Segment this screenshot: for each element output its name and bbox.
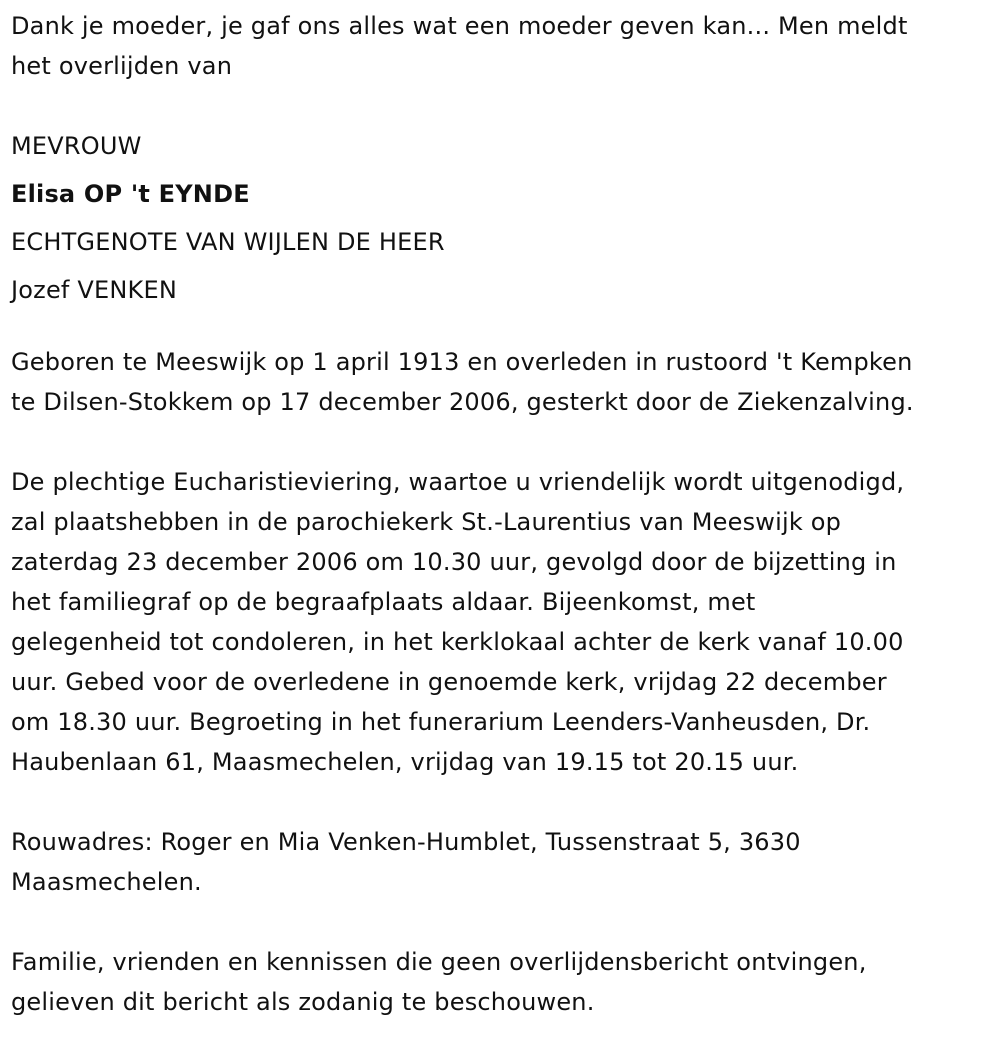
service-line: De plechtige Eucharistieviering, waartoe u vriendelijk wordt uitgenodigd, (11, 468, 905, 496)
closing-line: Familie, vrienden en kennissen die geen overlijdensbericht ontvingen, (11, 948, 867, 976)
birth-paragraph (11, 342, 996, 422)
service-line: zal plaatshebben in de parochiekerk St.-Laurentius van Meeswijk op (11, 508, 842, 536)
spacer (11, 318, 996, 342)
service-line: het familiegraf op de begraafplaats aldaar. Bijeenkomst, met (11, 588, 756, 616)
deceased-name: Elisa OP 't EYNDE (11, 180, 250, 208)
relationship-label: ECHTGENOTE VAN WIJLEN DE HEER (11, 228, 445, 256)
service-paragraph (11, 462, 996, 782)
spacer (11, 902, 996, 942)
service-line: gelegenheid tot condoleren, in het kerklokaal achter de kerk vanaf 10.00 (11, 628, 904, 656)
spacer (11, 782, 996, 822)
birth-line: Geboren te Meeswijk op 1 april 1913 en overleden in rustoord 't Kempken (11, 348, 913, 376)
address-paragraph (11, 822, 996, 902)
intro-line: het overlijden van (11, 52, 233, 80)
spouse-name: Jozef VENKEN (11, 276, 177, 304)
address-line: Maasmechelen. (11, 868, 202, 896)
service-line: om 18.30 uur. Begroeting in het funerarium Leenders-Vanheusden, Dr. (11, 708, 871, 736)
address-line: Rouwadres: Roger en Mia Venken-Humblet, Tussenstraat 5, 3630 (11, 828, 801, 856)
name-block (11, 126, 996, 310)
service-line: zaterdag 23 december 2006 om 10.30 uur, gevolgd door de bijzetting in (11, 548, 897, 576)
birth-line: te Dilsen-Stokkem op 17 december 2006, gesterkt door de Ziekenzalving. (11, 388, 914, 416)
service-line: Haubenlaan 61, Maasmechelen, vrijdag van 19.15 tot 20.15 uur. (11, 748, 799, 776)
closing-line: gelieven dit bericht als zodanig te beschouwen. (11, 988, 595, 1016)
spacer (11, 86, 996, 126)
service-line: uur. Gebed voor de overledene in genoemde kerk, vrijdag 22 december (11, 668, 887, 696)
intro-line: Dank je moeder, je gaf ons alles wat een moeder geven kan... Men meldt (11, 12, 908, 40)
intro-paragraph (11, 6, 996, 86)
death-notice (11, 6, 996, 1022)
spacer (11, 422, 996, 462)
closing-paragraph (11, 942, 996, 1022)
title-label: MEVROUW (11, 132, 142, 160)
